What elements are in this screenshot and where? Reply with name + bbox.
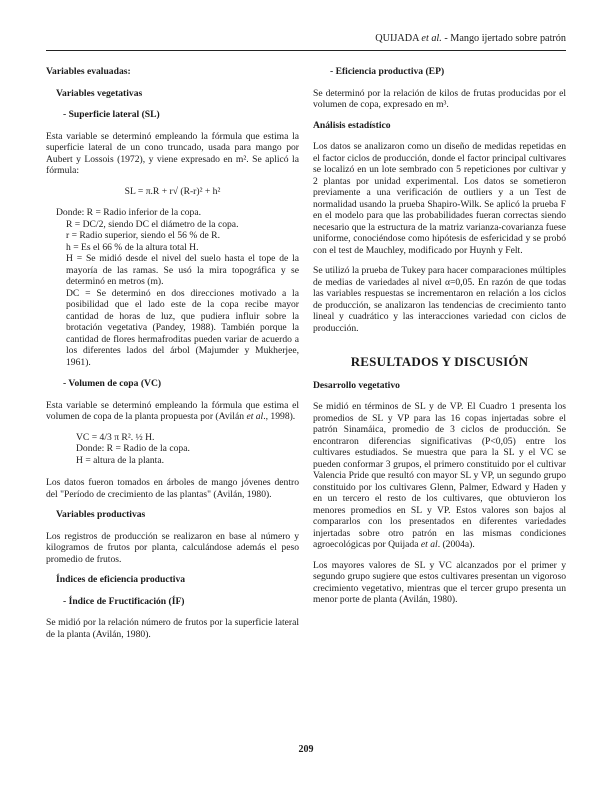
section-title-resultados: RESULTADOS Y DISCUSIÓN	[350, 354, 529, 369]
formula-vc-line: H = altura de la planta.	[76, 454, 164, 466]
paragraph-eficiencia-productiva: Se determinó por la relación de kilos de frutas producidas por el volumen de copa, expresado en m³.	[313, 87, 566, 110]
paragraph-superficie-lateral: Esta variable se determinó empleando la fórmula que estima la superficie lateral de un cono truncado, usada para mango por Aubert y Lossois (1972), y viene expresado en m². Se aplicó la fórmula:	[46, 130, 299, 176]
heading-volumen-copa: - Volumen de copa (VC)	[63, 378, 162, 389]
definitions-list	[46, 207, 299, 368]
heading-superficie-lateral: - Superficie lateral (SL)	[63, 109, 160, 120]
paragraph-volumen-copa: Esta variable se determinó empleando la fórmula que estima el volumen de copa de la planta propuesta por (Avilán et al., 1998).	[46, 399, 299, 422]
paragraph-analisis: Los datos se analizaron como un diseño de medidas repetidas en el factor ciclos de producción, donde el factor principal cultivares se localizó en un lote sembrado con 5 repeticiones por cultivar y 2 plantas por unidad experimental. Los datos se sometieron previamente a una verificación de outliers y a un Test de normalidad usando la prueba Shapiro-Wilk. Se aplicó la prueba F en el modelo para que las probabilidades fueran correctas siendo necesario que la estructura de la matriz varianza-covarianza fuese uniforme, conociéndose como hipótesis de esfericidad y se probó con el test de Mauchley, modificado por Huynh y Felt.	[313, 141, 566, 256]
definition-item: r = Radio superior, siendo el 56 % de R.	[66, 230, 220, 241]
running-header	[46, 33, 566, 51]
paragraph-mayores-valores: Los mayores valores de SL y VC alcanzados por el primer y segundo grupo sugiere que estos cultivares presentan un vigoroso crecimiento vegetativo, mientras que el tercer grupo presenta un menor porte de planta (Avilán, 1980).	[313, 559, 566, 605]
heading-indices: Índices de eficiencia productiva	[56, 574, 186, 585]
header-etal: et al.	[421, 33, 442, 44]
definition-item: h = Es el 66 % de la altura total H.	[66, 241, 199, 253]
paragraph-productivas: Los registros de producción se realizaron en base al número y kilogramos de frutos por planta, calculándose además el peso promedio de frutos.	[46, 530, 299, 565]
formula-vc-line: VC = 4/3 π R². ½ H.	[76, 431, 155, 443]
paragraph-tukey: Se utilizó la prueba de Tukey para hacer comparaciones múltiples de medias de variedades al nivel α=0,05. En razón de que todas las variables respuestas se incrementaron en relación a los ciclos de producción, se analizaron las tendencias de crecimiento tanto lineal y cuadrático y las interacciones variedad con ciclos de producción.	[313, 265, 566, 334]
right-column	[313, 66, 566, 615]
paragraph-indice-fructificacion: Se midió por la relación número de frutos por la superficie lateral de la planta (Avilán, 1980).	[46, 617, 299, 640]
heading-variables-evaluadas: Variables evaluadas:	[46, 66, 131, 77]
heading-variables-productivas: Variables productivas	[56, 509, 146, 520]
paragraph-desarrollo: Se midió en términos de SL y de VP. El Cuadro 1 presenta los promedios de SL y VP para las 16 copas injertadas sobre el patrón Sinamáica, promedio de 3 ciclos de producción. Se encontraron diferencias significativas (P<0,05) entre los cultivares estudiados. Se muestra que para la SL y el VC se pueden conformar 3 grupos, el primero constituido por el cultivar Valencia Pride que resultó con mayor SL y VP, un segundo grupo constituido por los cultivares Glenn, Palmer, Edward y Haden y en un tercero el resto de los cultivares, que obtuvieron los menores promedios en SL y VP. Estos valores son bajos al compararlos con los presentados en diferentes variedades injertadas sobre otro patrón en las mismas condiciones agroecológicas por Quijada et al. (2004a).	[313, 401, 566, 550]
formula-vc-line: Donde: R = Radio de la copa.	[76, 443, 190, 454]
heading-desarrollo-vegetativo: Desarrollo vegetativo	[313, 379, 400, 391]
formula-sl: SL = π.R + r√ (R-r)² + h²	[124, 185, 221, 197]
definition-item: R = DC/2, siendo DC el diámetro de la copa.	[66, 218, 239, 230]
definition-item: Donde: R = Radio inferior de la copa.	[56, 207, 202, 218]
heading-variables-vegetativas: Variables vegetativas	[56, 87, 143, 99]
heading-indice-fructificacion: - Índice de Fructificación (ÍF)	[63, 595, 185, 607]
heading-eficiencia-productiva: - Eficiencia productiva (EP)	[330, 66, 445, 77]
left-column	[46, 66, 299, 649]
formula-vc-block	[46, 432, 299, 467]
definition-item: H = Se midió desde el nivel del suelo hasta el tope de la mayoría de las ramas. Se usó la mira topográfica y se determinó en metros (m).	[66, 253, 299, 287]
header-author: QUIJADA	[375, 33, 419, 44]
page-number: 209	[298, 744, 314, 755]
heading-analisis-estadistico: Análisis estadístico	[313, 119, 391, 131]
header-title: - Mango ijertado sobre patrón	[441, 33, 566, 44]
paragraph-datos: Los datos fueron tomados en árboles de mango jóvenes dentro del "Período de crecimiento de las plantas" (Avilán, 1980).	[46, 477, 299, 500]
definition-item: DC = Se determinó en dos direcciones motivado a la posibilidad que el lado este de la copa recibe mayor cantidad de horas de luz, que pudiera influir sobre la brotación vegetativa (Pandey, 1988). También porque la cantidad de flores hermafroditas pueden variar de acuerdo a los diferentes lados del árbol (Majumder y Mukherjee, 1961).	[66, 287, 299, 368]
